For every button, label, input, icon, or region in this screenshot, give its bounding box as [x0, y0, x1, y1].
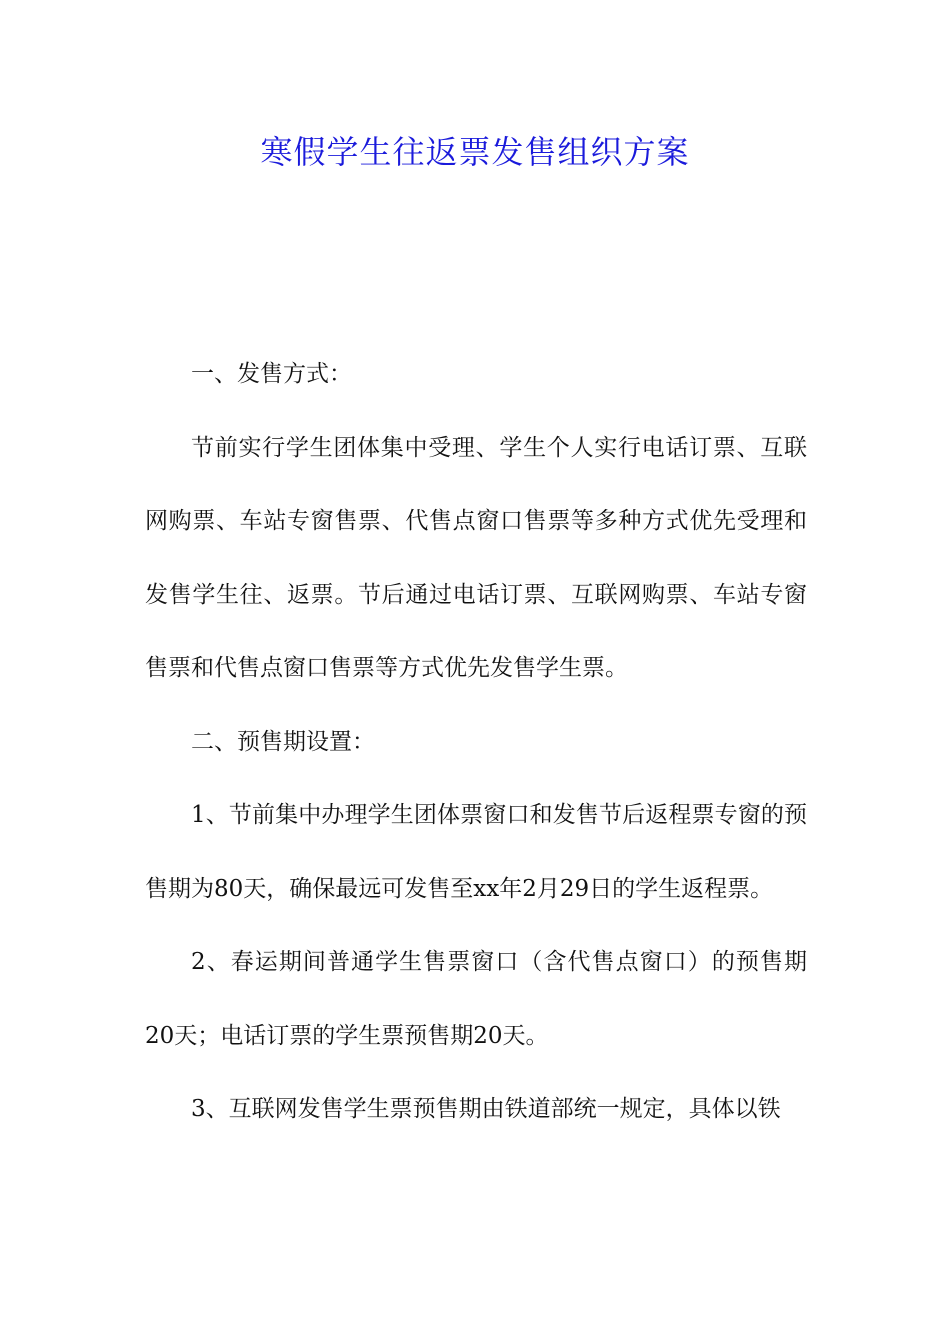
paragraph-sales-method: 节前实行学生团体集中受理、学生个人实行电话订票、互联网购票、车站专窗售票、代售点窗口售票等多种方式优先受理和发售学生往、返票。节后通过电话订票、互联网购票、车站专窗售票和代售点窗口售票等方式优先发售学生票。 — [145, 434, 807, 681]
paragraph-presale-item-3: 3、互联网发售学生票预售期由铁道部统一规定，具体以铁 — [191, 1096, 781, 1122]
section-heading-presale-period: 二、预售期设置： — [191, 728, 375, 755]
document-title: 寒假学生往返票发售组织方案 — [260, 133, 690, 171]
paragraph-presale-item-1: 1、节前集中办理学生团体票窗口和发售节后返程票专窗的预售期为80天，确保最远可发售至xx年2月29日的学生返程票。 — [145, 802, 807, 902]
document-body — [145, 338, 807, 1147]
paragraph-presale-item-2: 2、春运期间普通学生售票窗口（含代售点窗口）的预售期20天；电话订票的学生票预售期20天。 — [145, 949, 807, 1049]
section-heading-sales-method: 一、发售方式： — [191, 361, 352, 387]
